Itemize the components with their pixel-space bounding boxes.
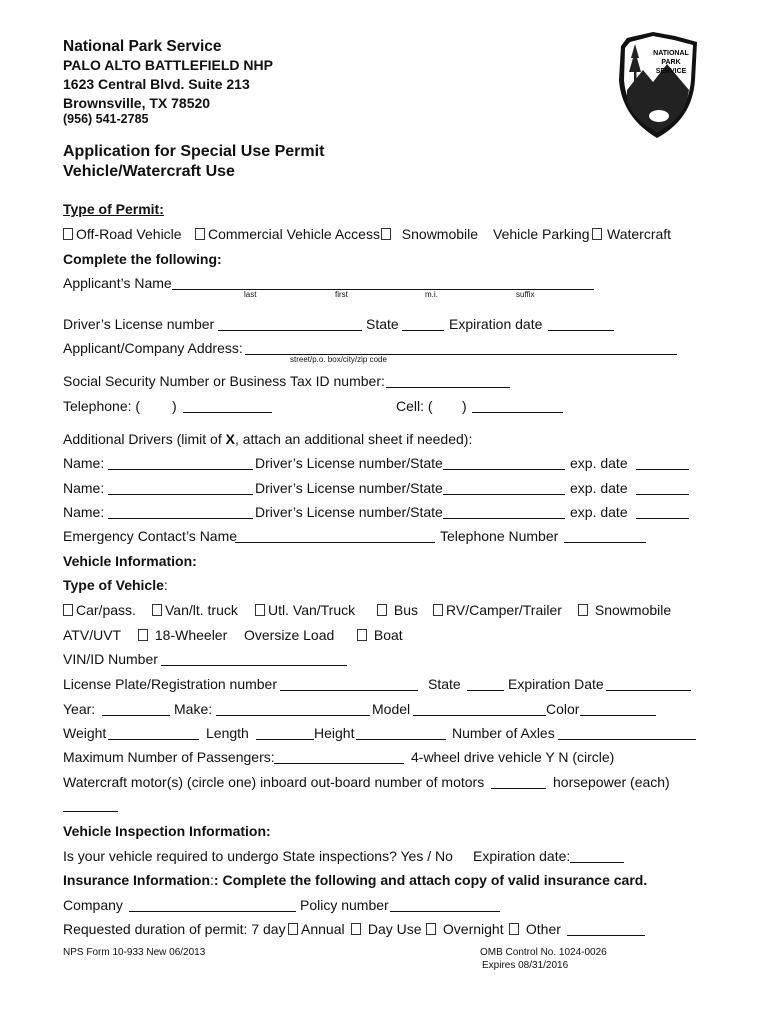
sub-suffix: suffix bbox=[516, 290, 535, 299]
plate-exp-field[interactable] bbox=[606, 690, 691, 691]
driver1-license-field[interactable] bbox=[443, 469, 565, 470]
duration-other-field[interactable] bbox=[567, 935, 645, 936]
plate-state-label: State bbox=[428, 676, 461, 692]
checkbox-icon bbox=[578, 604, 588, 616]
length-label: Length bbox=[206, 725, 249, 741]
year-field[interactable] bbox=[102, 715, 170, 716]
driver3-name-label: Name: bbox=[63, 504, 105, 520]
nps-arrowhead-logo bbox=[613, 30, 703, 140]
driver1-license-label: Driver’s License number/State bbox=[255, 455, 443, 471]
driver2-exp-field[interactable] bbox=[636, 494, 689, 495]
expiration-label: Expiration date bbox=[449, 316, 543, 332]
driver2-license-label: Driver’s License number/State bbox=[255, 480, 443, 496]
length-field[interactable] bbox=[256, 739, 314, 740]
watercraft-label: Watercraft motor(s) (circle one) inboard out-board number of motors bbox=[63, 774, 485, 790]
sub-last: last bbox=[244, 290, 257, 299]
checkbox-icon bbox=[351, 923, 361, 935]
vin-field[interactable] bbox=[161, 665, 347, 666]
emergency-contact-field[interactable] bbox=[235, 542, 435, 543]
inspection-exp-field[interactable] bbox=[570, 862, 624, 863]
emergency-contact-label: Emergency Contact’s Name bbox=[63, 528, 238, 544]
height-field[interactable] bbox=[356, 739, 446, 740]
park-address-line1: 1623 Central Blvd. Suite 213 bbox=[63, 76, 250, 92]
permit-option-commercial[interactable]: Commercial Vehicle Access bbox=[195, 226, 380, 242]
logo-text-3: SERVICE bbox=[655, 68, 687, 75]
form-title: Application for Special Use Permit bbox=[63, 143, 325, 160]
sub-mi: m.i. bbox=[425, 290, 438, 299]
height-label: Height bbox=[314, 725, 355, 741]
checkbox-icon bbox=[381, 228, 391, 240]
year-label: Year: bbox=[63, 701, 96, 717]
driver2-exp-label: exp. date bbox=[570, 480, 628, 496]
driver1-name-field[interactable] bbox=[108, 469, 253, 470]
additional-drivers-intro: Additional Drivers (limit of X, attach an additional sheet if needed): bbox=[63, 431, 473, 447]
driver3-exp-field[interactable] bbox=[636, 518, 689, 519]
make-label: Make: bbox=[174, 701, 213, 717]
policy-label: Policy number bbox=[300, 897, 389, 913]
telephone-close: ) bbox=[172, 398, 177, 414]
form-subtitle: Vehicle/Watercraft Use bbox=[63, 163, 235, 180]
driver2-license-field[interactable] bbox=[443, 494, 565, 495]
vehicle-type-snowmobile[interactable]: Snowmobile bbox=[578, 602, 671, 618]
cell-label: Cell: ( bbox=[396, 398, 433, 414]
state-label: State bbox=[366, 316, 399, 332]
cell-close: ) bbox=[462, 398, 467, 414]
horsepower-label: horsepower (each) bbox=[553, 774, 670, 790]
checkbox-icon bbox=[377, 604, 387, 616]
driver1-exp-label: exp. date bbox=[570, 455, 628, 471]
omb-expires: Expires 08/31/2016 bbox=[482, 960, 569, 971]
vehicle-type-boat[interactable]: Boat bbox=[357, 627, 403, 643]
vin-label: VIN/ID Number bbox=[63, 651, 158, 667]
permit-option-parking[interactable]: Vehicle Parking bbox=[493, 226, 605, 242]
checkbox-icon bbox=[592, 228, 602, 240]
driver1-exp-field[interactable] bbox=[636, 469, 689, 470]
checkbox-icon bbox=[138, 629, 148, 641]
fourwd-label: 4-wheel drive vehicle Y N (circle) bbox=[411, 749, 615, 765]
checkbox-icon bbox=[426, 923, 436, 935]
company-label: Company bbox=[63, 897, 123, 913]
driver1-name-label: Name: bbox=[63, 455, 105, 471]
model-field[interactable] bbox=[413, 715, 546, 716]
insurance-heading: Insurance Information:: Complete the following and attach copy of valid insurance card. bbox=[63, 872, 648, 888]
driver3-license-field[interactable] bbox=[443, 518, 565, 519]
vehicle-type-utility[interactable]: Utl. Van/Truck bbox=[255, 602, 355, 618]
driver2-name-field[interactable] bbox=[108, 494, 253, 495]
axles-label: Number of Axles bbox=[452, 725, 555, 741]
passengers-label: Maximum Number of Passengers: bbox=[63, 749, 275, 765]
complete-heading: Complete the following: bbox=[63, 251, 222, 267]
vehicle-type-van[interactable]: Van/lt. truck bbox=[152, 602, 238, 618]
motors-field[interactable] bbox=[491, 788, 546, 789]
checkbox-icon bbox=[63, 604, 73, 616]
driver3-name-field[interactable] bbox=[108, 518, 253, 519]
plate-exp-label: Expiration Date bbox=[508, 676, 604, 692]
checkbox-icon bbox=[63, 228, 73, 240]
ssn-label: Social Security Number or Business Tax ID number: bbox=[63, 373, 385, 389]
company-field[interactable] bbox=[129, 911, 296, 912]
duration-dayuse[interactable]: Day Use bbox=[351, 921, 422, 937]
plate-field[interactable] bbox=[280, 690, 418, 691]
checkbox-icon bbox=[433, 604, 443, 616]
policy-field[interactable] bbox=[390, 911, 500, 912]
passengers-field[interactable] bbox=[274, 763, 404, 764]
weight-label: Weight bbox=[63, 725, 107, 741]
vehicle-type-atv[interactable]: ATV/UVT bbox=[63, 627, 122, 643]
vehicle-type-car[interactable]: Car/pass. bbox=[63, 602, 136, 618]
address-label: Applicant/Company Address: bbox=[63, 340, 243, 356]
license-label: Driver’s License number bbox=[63, 316, 215, 332]
logo-text-1: NATIONAL bbox=[653, 50, 689, 57]
checkbox-icon bbox=[288, 923, 298, 935]
checkbox-icon bbox=[357, 629, 367, 641]
checkbox-icon bbox=[509, 923, 519, 935]
telephone-field[interactable] bbox=[183, 412, 272, 413]
sub-first: first bbox=[335, 290, 348, 299]
park-name: PALO ALTO BATTLEFIELD NHP bbox=[63, 57, 273, 73]
logo-text-2: PARK bbox=[661, 59, 681, 66]
driver2-name-label: Name: bbox=[63, 480, 105, 496]
checkbox-icon bbox=[152, 604, 162, 616]
state-field[interactable] bbox=[402, 330, 444, 331]
checkbox-icon bbox=[195, 228, 205, 240]
applicant-name-label: Applicant’s Name bbox=[63, 275, 172, 291]
inspection-question: Is your vehicle required to undergo State inspections? Yes / No bbox=[63, 848, 453, 864]
driver3-license-label: Driver’s License number/State bbox=[255, 504, 443, 520]
omb-control: OMB Control No. 1024-0026 bbox=[480, 947, 607, 958]
weight-field[interactable] bbox=[108, 739, 199, 740]
vehicle-type-oversize[interactable]: Oversize Load bbox=[244, 627, 335, 643]
agency-name: National Park Service bbox=[63, 38, 222, 55]
permit-type-heading: Type of Permit: bbox=[63, 201, 164, 217]
color-field[interactable] bbox=[580, 715, 656, 716]
emergency-phone-label: Telephone Number bbox=[440, 528, 559, 544]
address-sub: street/p.o. box/city/zip code bbox=[290, 355, 387, 364]
vehicle-info-heading: Vehicle Information: bbox=[63, 553, 197, 569]
permit-option-offroad[interactable]: Off-Road Vehicle bbox=[63, 226, 182, 242]
permit-option-watercraft[interactable]: Watercraft bbox=[607, 226, 672, 242]
cell-field[interactable] bbox=[472, 412, 563, 413]
plate-state-field[interactable] bbox=[467, 690, 504, 691]
make-field[interactable] bbox=[216, 715, 370, 716]
inspection-exp-label: Expiration date: bbox=[473, 848, 571, 864]
duration-label: Requested duration of permit: 7 day bbox=[63, 921, 286, 937]
vehicle-type-rv[interactable]: RV/Camper/Trailer bbox=[433, 602, 562, 618]
license-field[interactable] bbox=[218, 330, 362, 331]
vehicle-type-bus[interactable]: Bus bbox=[377, 602, 418, 618]
permit-option-snowmobile[interactable]: Snowmobile bbox=[381, 226, 478, 242]
form-number: NPS Form 10-933 New 06/2013 bbox=[63, 947, 206, 958]
duration-annual[interactable]: Annual bbox=[288, 921, 345, 937]
duration-other[interactable]: Other bbox=[509, 921, 561, 937]
park-address-line2: Brownsville, TX 78520 bbox=[63, 95, 211, 111]
plate-label: License Plate/Registration number bbox=[63, 676, 278, 692]
telephone-label: Telephone: ( bbox=[63, 398, 141, 414]
emergency-phone-field[interactable] bbox=[564, 542, 646, 543]
ssn-field[interactable] bbox=[386, 387, 510, 388]
model-label: Model bbox=[372, 701, 411, 717]
checkbox-icon bbox=[255, 604, 265, 616]
driver3-exp-label: exp. date bbox=[570, 504, 628, 520]
axles-field[interactable] bbox=[558, 739, 696, 740]
vehicle-type-18wheeler[interactable]: 18-Wheeler bbox=[138, 627, 227, 643]
color-label: Color bbox=[546, 701, 580, 717]
park-phone: (956) 541-2785 bbox=[63, 112, 149, 126]
inspection-heading: Vehicle Inspection Information: bbox=[63, 823, 271, 839]
duration-overnight[interactable]: Overnight bbox=[426, 921, 504, 937]
expiration-field[interactable] bbox=[548, 330, 614, 331]
horsepower-field[interactable] bbox=[63, 811, 118, 812]
vehicle-type-heading: Type of Vehicle: bbox=[63, 577, 168, 593]
